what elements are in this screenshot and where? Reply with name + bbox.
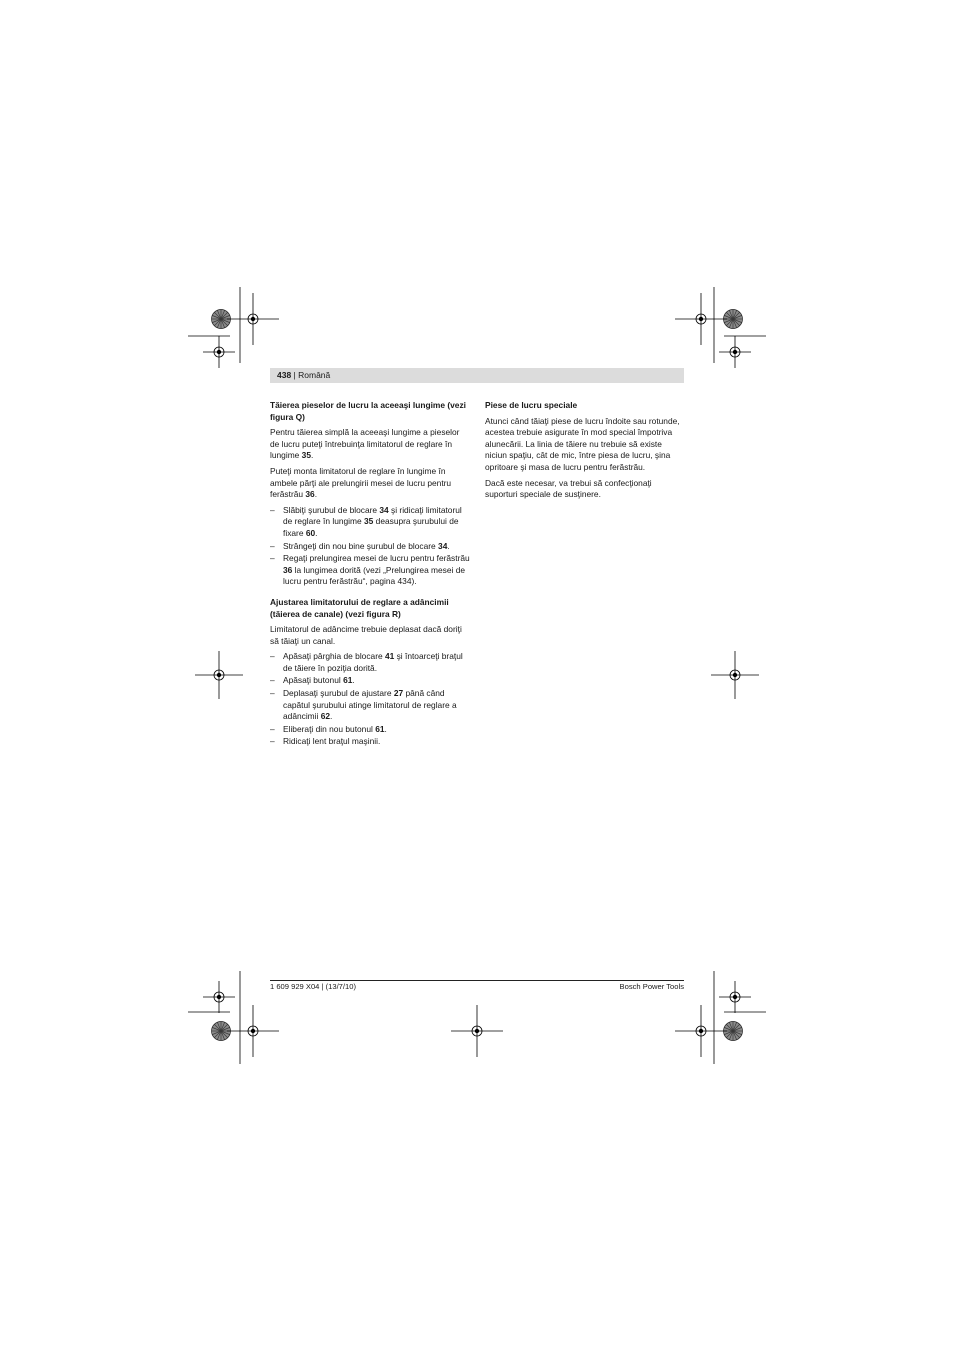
list-text: deasupra şurubului de fixare	[283, 516, 459, 538]
list-item	[270, 675, 470, 687]
list-text: Apăsaţi pârghia de blocare	[283, 651, 385, 662]
list-text: şi ridicaţi limitatorul de reglare în lungime	[283, 504, 462, 527]
paragraph-text: Pentru tăierea simplă la aceeaşi lungime a pieselor de lucru puteţi întrebuinţa limitatorul de reglare în lungime	[270, 427, 460, 461]
list-item	[270, 688, 470, 723]
list-dash: –	[270, 651, 275, 662]
paragraph	[270, 427, 470, 462]
list-text: Ridicaţi lent braţul maşinii.	[283, 736, 381, 747]
list-text: până când capătul şurubului atinge limitatorul de reglare a adâncimii	[283, 688, 457, 722]
list-text: la lungimea dorită (vezi „Prelungirea mesei de lucru pentru ferăstrău“, pagina 434).	[283, 564, 466, 587]
list-dash: –	[270, 553, 275, 564]
crosshair-dot	[699, 317, 703, 321]
paragraph-text: Puteţi monta limitatorul de reglare în lungime în ambele părţi ale prelungirii mesei de lucru pentru ferăstrău	[270, 465, 452, 500]
paragraph-text: .	[314, 489, 318, 500]
right-column	[485, 400, 685, 505]
crosshair-dot	[251, 1029, 255, 1033]
part-number: 35	[301, 450, 311, 461]
list-item	[270, 553, 470, 588]
list-dash: –	[270, 723, 275, 734]
part-number: 34	[379, 504, 389, 515]
list-item	[270, 724, 470, 736]
steps-list	[270, 505, 470, 588]
list-dash: –	[270, 540, 275, 551]
paragraph: Atunci când tăiaţi piese de lucru îndoite sau rotunde, acestea trebuie asigurate în mod special împotriva alunecării. La linia de tăiere nu trebuie să existe niciun spaţiu, cât de mic, între piesa de lucru, şina opritoare şi masa de lucru pentru ferăstrău.	[485, 415, 680, 472]
paragraph-text: .	[310, 450, 314, 461]
part-number: 61	[343, 675, 353, 686]
part-number: 61	[375, 723, 385, 734]
crosshair-dot	[217, 350, 221, 354]
footer-document-id: 1 609 929 X04 | (13/7/10)	[270, 982, 356, 991]
list-text: Eliberaţi din nou butonul	[283, 723, 376, 734]
page-header	[270, 368, 684, 383]
left-column	[270, 400, 470, 752]
part-number: 41	[384, 651, 395, 662]
paragraph: Dacă este necesar, va trebui să confecţionaţi suporturi speciale de susţinere.	[485, 477, 652, 500]
header-language: Română	[298, 370, 331, 380]
crosshair-dot	[733, 350, 737, 354]
crosshair-dot	[475, 1029, 479, 1033]
list-text: Regaţi prelungirea mesei de lucru pentru ferăstrău	[283, 553, 470, 564]
list-item	[270, 505, 470, 540]
list-item	[270, 541, 470, 553]
list-text: .	[330, 711, 333, 722]
list-text: .	[384, 723, 387, 734]
section-heading-depth-stop: Ajustarea limitatorului de reglare a adâncimii (tăierea de canale) (vezi figura R)	[270, 596, 449, 619]
list-text: şi întoarceţi braţul de tăiere în poziţia dorită.	[283, 651, 463, 673]
page-number: 438	[277, 370, 292, 380]
crosshair-dot	[217, 673, 221, 677]
list-dash: –	[270, 688, 275, 699]
footer-brand: Bosch Power Tools	[619, 982, 684, 991]
header-separator: |	[291, 370, 299, 380]
section-heading-equal-length: Tăierea pieselor de lucru la aceeaşi lungime (vezi figura Q)	[270, 400, 466, 422]
crosshair-dot	[217, 995, 221, 999]
list-text: Strângeţi din nou bine şurubul de blocare	[283, 540, 439, 551]
part-number: 36	[283, 564, 293, 575]
list-text: .	[315, 527, 318, 538]
crosshair-dot	[733, 673, 737, 677]
part-number: 27	[393, 688, 404, 699]
steps-list	[270, 651, 470, 748]
list-dash: –	[270, 675, 275, 686]
paragraph: Limitatorul de adâncime trebuie deplasat dacă doriţi să tăiaţi un canal.	[270, 624, 462, 646]
list-text: .	[447, 540, 450, 551]
list-text: Deplasaţi şurubul de ajustare	[283, 688, 394, 699]
part-number: 36	[305, 489, 315, 500]
list-text: Slăbiţi şurubul de blocare	[283, 504, 380, 515]
crosshair-dot	[251, 317, 255, 321]
list-text: Apăsaţi butonul	[283, 675, 344, 686]
part-number: 60	[305, 527, 316, 538]
list-item	[270, 651, 470, 674]
crosshair-dot	[733, 995, 737, 999]
list-item	[270, 736, 470, 748]
paragraph	[270, 466, 470, 501]
part-number: 34	[438, 540, 448, 551]
section-heading-special-workpieces: Piese de lucru speciale	[485, 400, 578, 410]
part-number: 62	[320, 711, 331, 722]
footer-rule	[270, 980, 684, 981]
list-dash: –	[270, 504, 275, 515]
list-text: .	[352, 675, 355, 686]
part-number: 35	[364, 516, 374, 527]
list-dash: –	[270, 736, 275, 747]
crosshair-dot	[699, 1029, 703, 1033]
